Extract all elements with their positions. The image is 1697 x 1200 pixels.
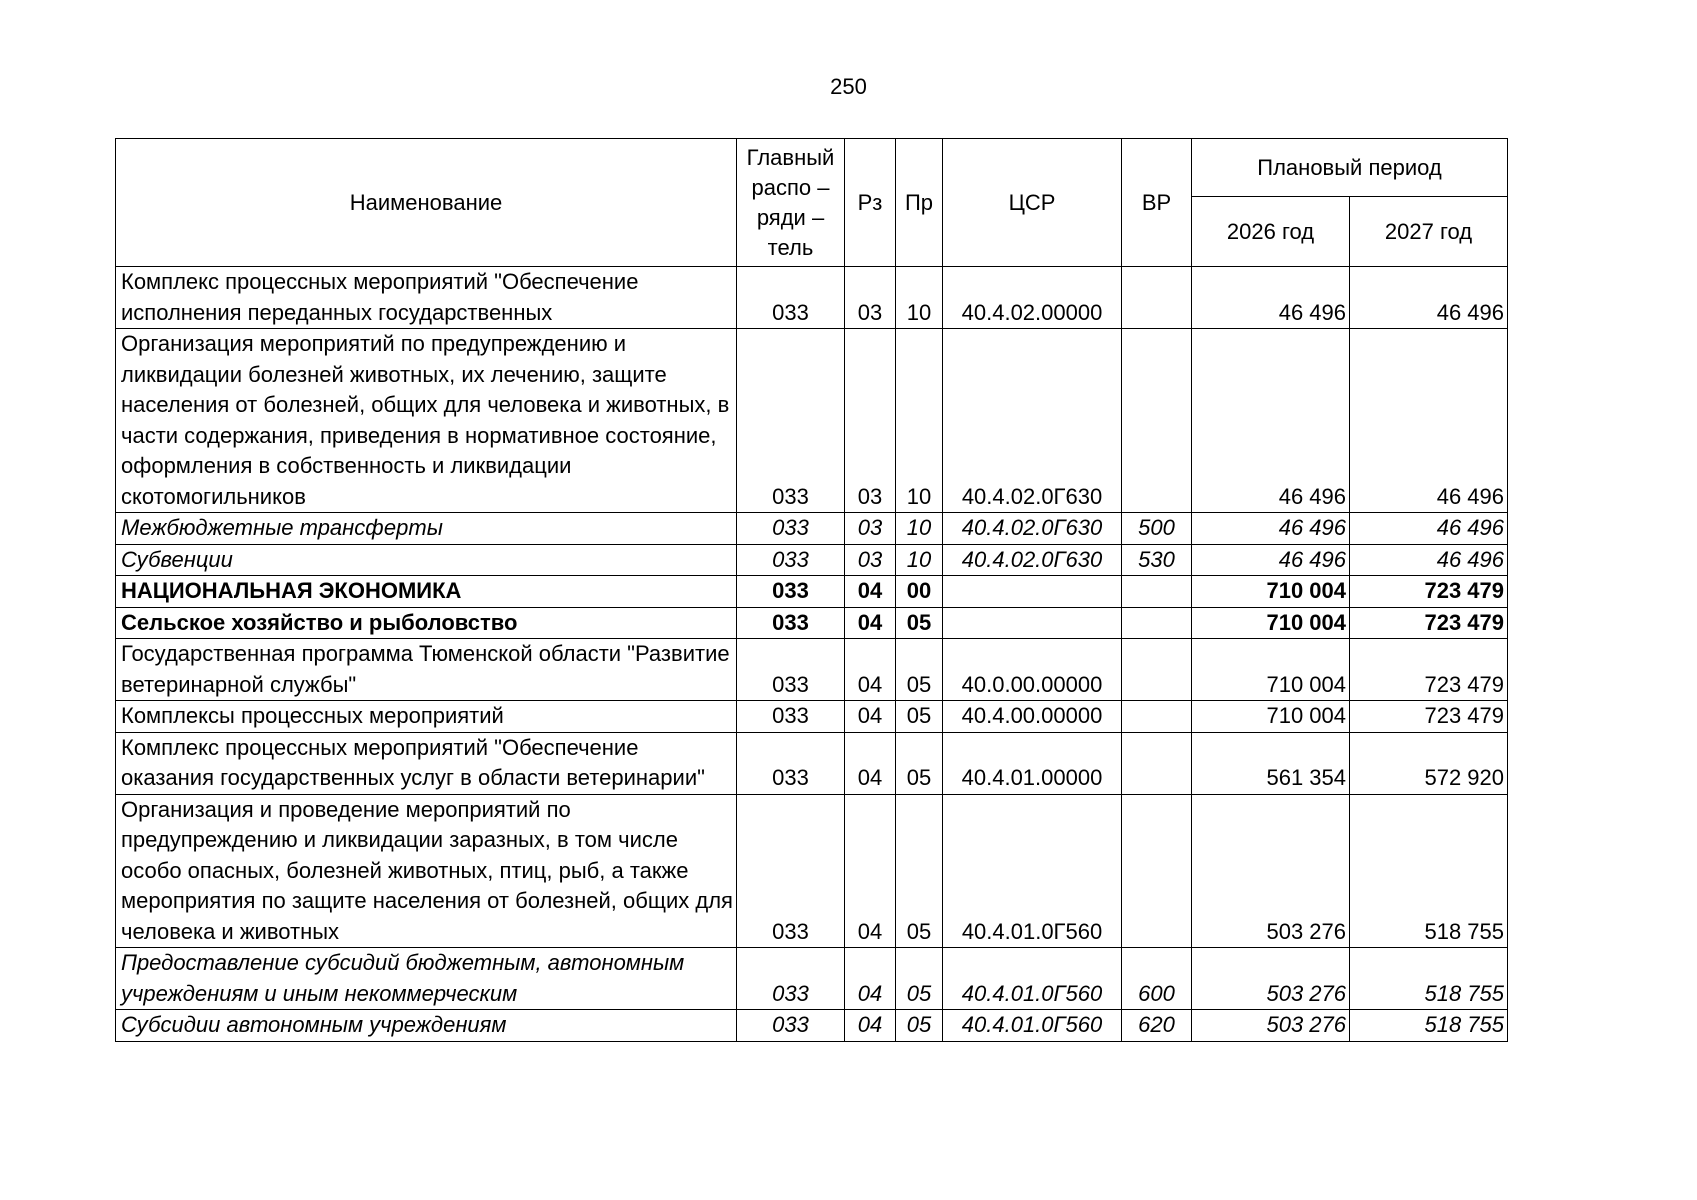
row-2026: 46 496: [1192, 267, 1350, 329]
row-2026: 503 276: [1192, 1010, 1350, 1042]
row-pr: 10: [896, 544, 943, 576]
row-2026: 561 354: [1192, 732, 1350, 794]
row-csr: 40.4.02.00000: [943, 267, 1122, 329]
row-name: НАЦИОНАЛЬНАЯ ЭКОНОМИКА: [116, 576, 737, 608]
row-vr: [1122, 267, 1192, 329]
row-2027: 46 496: [1350, 267, 1508, 329]
table-row: [116, 576, 1508, 608]
table-row: [116, 607, 1508, 639]
row-pr: 05: [896, 732, 943, 794]
row-2026: 710 004: [1192, 576, 1350, 608]
row-vr: [1122, 329, 1192, 513]
header-main-manager: Главный распо – ряди – тель: [737, 139, 845, 267]
row-2026: 503 276: [1192, 948, 1350, 1010]
row-pr: 05: [896, 607, 943, 639]
row-name: Комплекс процессных мероприятий "Обеспечение исполнения переданных государственных: [116, 267, 737, 329]
row-vr: [1122, 639, 1192, 701]
row-csr: 40.4.02.0Г630: [943, 544, 1122, 576]
table-header: [116, 139, 1508, 267]
row-csr: 40.4.01.0Г560: [943, 794, 1122, 948]
row-rz: 03: [845, 544, 896, 576]
header-vr: ВР: [1122, 139, 1192, 267]
row-name: Межбюджетные трансферты: [116, 513, 737, 545]
row-rz: 03: [845, 329, 896, 513]
row-csr: [943, 607, 1122, 639]
row-rz: 04: [845, 794, 896, 948]
row-vr: 500: [1122, 513, 1192, 545]
row-pr: 05: [896, 1010, 943, 1042]
row-main-manager: 033: [737, 329, 845, 513]
row-vr: [1122, 701, 1192, 733]
row-2026: 46 496: [1192, 513, 1350, 545]
row-2027: 723 479: [1350, 639, 1508, 701]
row-main-manager: 033: [737, 267, 845, 329]
page-number: 250: [830, 74, 867, 99]
table-row: [116, 948, 1508, 1010]
table-row: [116, 639, 1508, 701]
row-name: Организация и проведение мероприятий по предупреждению и ликвидации заразных, в том числе особо опасных, болезней животных, птиц, рыб, а также мероприятия по защите населения от болезней, общих для человека и животных: [116, 794, 737, 948]
row-csr: 40.4.02.0Г630: [943, 329, 1122, 513]
row-vr: 530: [1122, 544, 1192, 576]
row-csr: 40.4.01.00000: [943, 732, 1122, 794]
row-2027: 723 479: [1350, 701, 1508, 733]
row-2027: 723 479: [1350, 576, 1508, 608]
row-2027: 723 479: [1350, 607, 1508, 639]
row-2026: 46 496: [1192, 329, 1350, 513]
row-rz: 04: [845, 701, 896, 733]
row-main-manager: 033: [737, 576, 845, 608]
row-name: Сельское хозяйство и рыболовство: [116, 607, 737, 639]
header-name: Наименование: [116, 139, 737, 267]
row-csr: 40.4.00.00000: [943, 701, 1122, 733]
row-main-manager: 033: [737, 948, 845, 1010]
table-body: [116, 267, 1508, 1042]
row-vr: 620: [1122, 1010, 1192, 1042]
row-pr: 05: [896, 701, 943, 733]
row-2026: 710 004: [1192, 607, 1350, 639]
row-pr: 05: [896, 948, 943, 1010]
table-row: [116, 513, 1508, 545]
row-rz: 04: [845, 576, 896, 608]
row-rz: 03: [845, 267, 896, 329]
row-name: Субсидии автономным учреждениям: [116, 1010, 737, 1042]
row-vr: [1122, 607, 1192, 639]
row-2027: 518 755: [1350, 1010, 1508, 1042]
row-csr: 40.4.01.0Г560: [943, 948, 1122, 1010]
row-vr: [1122, 794, 1192, 948]
row-name: Комплекс процессных мероприятий "Обеспечение оказания государственных услуг в области ветеринарии": [116, 732, 737, 794]
header-pr: Пр: [896, 139, 943, 267]
row-csr: [943, 576, 1122, 608]
row-csr: 40.0.00.00000: [943, 639, 1122, 701]
row-pr: 10: [896, 329, 943, 513]
row-pr: 10: [896, 513, 943, 545]
row-main-manager: 033: [737, 639, 845, 701]
row-csr: 40.4.01.0Г560: [943, 1010, 1122, 1042]
table-row: [116, 1010, 1508, 1042]
row-2027: 46 496: [1350, 513, 1508, 545]
header-planned-period: Плановый период: [1192, 139, 1508, 197]
table-row: [116, 794, 1508, 948]
row-2027: 46 496: [1350, 544, 1508, 576]
row-main-manager: 033: [737, 607, 845, 639]
table-row: [116, 701, 1508, 733]
row-2027: 518 755: [1350, 948, 1508, 1010]
row-main-manager: 033: [737, 794, 845, 948]
row-rz: 04: [845, 1010, 896, 1042]
row-pr: 05: [896, 794, 943, 948]
header-year-2027: 2027 год: [1350, 197, 1508, 267]
row-2027: 46 496: [1350, 329, 1508, 513]
row-rz: 04: [845, 607, 896, 639]
row-2027: 572 920: [1350, 732, 1508, 794]
row-vr: 600: [1122, 948, 1192, 1010]
table-row: [116, 329, 1508, 513]
row-rz: 04: [845, 639, 896, 701]
row-2026: 710 004: [1192, 701, 1350, 733]
row-name: Субвенции: [116, 544, 737, 576]
header-rz: Рз: [845, 139, 896, 267]
row-name: Предоставление субсидий бюджетным, автономным учреждениям и иным некоммерческим: [116, 948, 737, 1010]
header-year-2026: 2026 год: [1192, 197, 1350, 267]
row-vr: [1122, 576, 1192, 608]
row-pr: 05: [896, 639, 943, 701]
row-rz: 04: [845, 948, 896, 1010]
row-main-manager: 033: [737, 1010, 845, 1042]
row-name: Комплексы процессных мероприятий: [116, 701, 737, 733]
row-vr: [1122, 732, 1192, 794]
table-row: [116, 544, 1508, 576]
row-pr: 10: [896, 267, 943, 329]
row-2026: 710 004: [1192, 639, 1350, 701]
budget-table: [115, 138, 1508, 1042]
header-csr: ЦСР: [943, 139, 1122, 267]
row-2027: 518 755: [1350, 794, 1508, 948]
row-2026: 503 276: [1192, 794, 1350, 948]
row-main-manager: 033: [737, 544, 845, 576]
row-rz: 04: [845, 732, 896, 794]
row-main-manager: 033: [737, 513, 845, 545]
row-main-manager: 033: [737, 701, 845, 733]
row-name: Организация мероприятий по предупреждению и ликвидации болезней животных, их лечению, защите населения от болезней, общих для человека и животных, в части содержания, приведения в нормативное состояние, оформления в собственность и ликвидации скотомогильников: [116, 329, 737, 513]
table-row: [116, 267, 1508, 329]
row-pr: 00: [896, 576, 943, 608]
row-name: Государственная программа Тюменской области "Развитие ветеринарной службы": [116, 639, 737, 701]
row-rz: 03: [845, 513, 896, 545]
row-main-manager: 033: [737, 732, 845, 794]
row-csr: 40.4.02.0Г630: [943, 513, 1122, 545]
table-row: [116, 732, 1508, 794]
row-2026: 46 496: [1192, 544, 1350, 576]
